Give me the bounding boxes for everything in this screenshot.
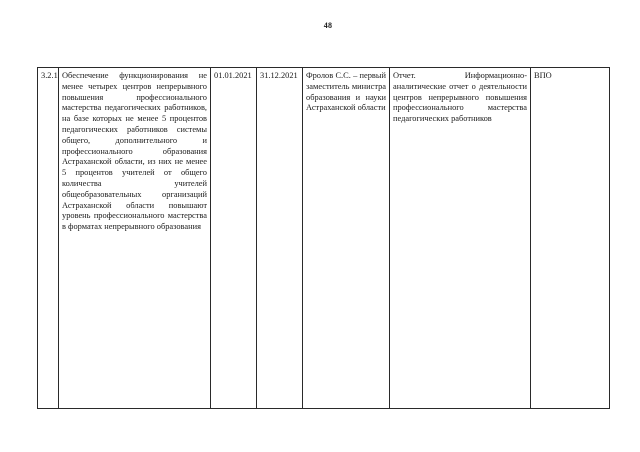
item-number-cell: 3.2.1 [38,68,59,409]
description-cell: Обеспечение функционирования не менее четырех центров непрерывного повышения профессионального мастерства педагогических работников, на базе которых не менее 5 процентов педагогических работников системы общего, дополнительного и профессионального образования Астраханской области, из них не менее 5 процентов учителей от общего количества учителей общеобразовательных организаций Астраханской области повышают уровень профессионального мастерства в форматах непрерывного образования [59,68,211,409]
report-cell: Отчет. Информационно-аналитические отчет о деятельности центров непрерывного повышения профессионального мастерства педагогических работников [390,68,531,409]
end-date-cell: 31.12.2021 [257,68,303,409]
responsible-cell: Фролов С.С. – первый заместитель министра образования и науки Астраханской области [303,68,390,409]
start-date-cell: 01.01.2021 [211,68,257,409]
page-number: 48 [323,21,333,30]
table-row [38,68,610,409]
plan-table [37,67,610,409]
executor-cell: ВПО [531,68,610,409]
